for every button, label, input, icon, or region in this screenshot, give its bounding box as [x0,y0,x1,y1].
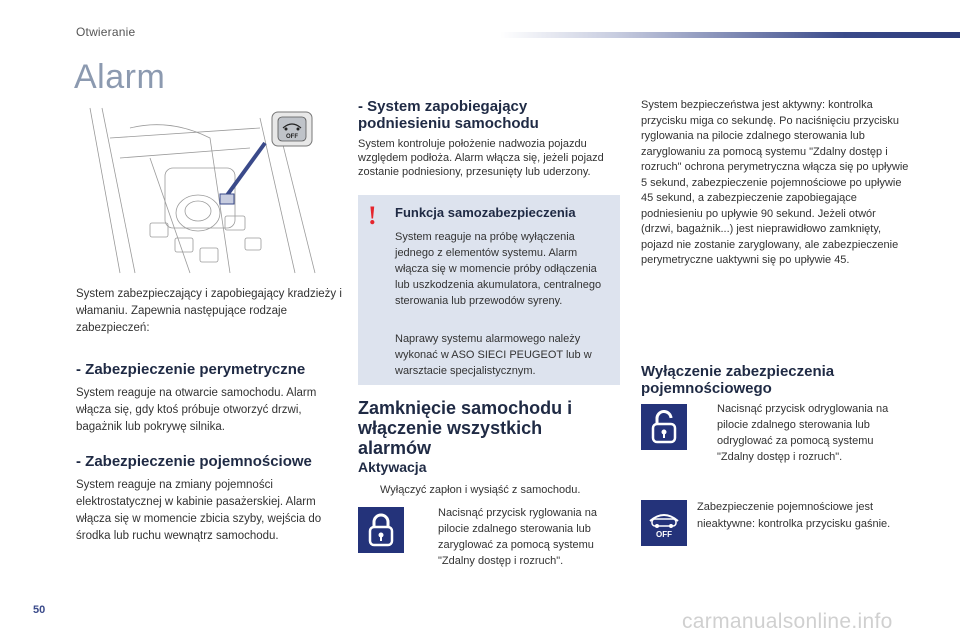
unlock-icon [650,410,678,444]
step-text: Wyłączyć zapłon i wysiąść z samochodu. [380,484,581,496]
active-text: System bezpieczeństwa jest aktywny: kontrolka przycisku miga co sekundę. Po naciśnięciu przycisku ryglowania na pilocie zdalnego sterowania lub zaryglowaniu za pomocą systemu "Zdalny dostęp i rozruch" ochrona perymetryczna włącza się po upływie 5 sekund, zabezpieczenie pojemnościowe po upływie 45 sekund, a zabezpieczenie zapobiegające podniesieniu po upływie 90 sekund. Jeżeli otwór (drzwi, bagażnik...) jest nieprawidłowo zamknięty, pojazd nie zostanie zaryglowany, ale zabezpieczenie perymetryczne uaktywni się po upływie 45. [641,99,909,266]
lock-heading: Zamknięcie samochodu i włączenie wszystkich alarmów [358,398,573,458]
warning-title: Funkcja samozabezpieczenia [395,205,576,220]
lock-icon [367,513,395,547]
activation-heading: Aktywacja [358,459,427,475]
step-unlock [701,401,911,465]
warning-text-2: Naprawy systemu alarmowego należy wykonać w ASO SIECI PEUGEOT lub w warsztacie specjalistycznym. [395,333,592,377]
svg-text:OFF: OFF [286,134,298,140]
inactive-text: Zabezpieczenie pojemnościowe jest nieaktywne: kontrolka przycisku gaśnie. [697,501,891,530]
console-illustration [80,98,330,278]
volumetric-text: System reaguje na zmiany pojemności elektrostatycznej w kabinie pasażerskiej. Alarm włącza się w momencie zbicia szyby, wejścia do środka lub ruchu wewnątrz samochodu. [76,479,322,542]
svg-text:OFF: OFF [656,530,672,539]
step-lock [422,505,622,569]
lock-button-icon [358,507,404,553]
bullet-icon [422,505,438,569]
perimeter-text: System reaguje na otwarcie samochodu. Alarm włącza się, gdy ktoś próbuje otworzyć drzwi, bagażnik lub pokrywę silnika. [76,387,317,433]
tilt-text: System kontroluje położenie nadwozia pojazdu względem podłoża. Alarm włącza się, jeżeli pojazd zostanie podniesiony, przesunięty lub uderzony. [358,138,604,178]
step-text: Nacisnąć przycisk odryglowania na pilocie zdalnego sterowania lub odryglować za pomocą systemu "Zdalny dostęp i rozruch". [717,403,889,463]
tilt-heading: - System zapobiegający podniesieniu samochodu [358,98,539,132]
bullet-icon [364,483,380,498]
step-ignition-off [364,483,624,498]
header-bar [500,32,960,38]
alarm-off-button-icon [641,500,687,546]
bullet-icon [701,401,717,465]
section-label: Otwieranie [76,25,136,39]
warning-icon: ! [368,201,377,230]
disable-heading: Wyłączenie zabezpieczenia pojemnościowego [641,363,835,397]
step-text: Nacisnąć przycisk ryglowania na pilocie zdalnego sterowania lub zaryglować za pomocą systemu "Zdalny dostęp i rozruch". [438,507,597,567]
page-title: Alarm [74,58,166,96]
watermark: carmanualsonline.info [682,610,893,633]
warning-text-1: System reaguje na próbę wyłączenia jednego z elementów systemu. Alarm włącza się w momencie próby odłączenia lub uszkodzenia akumulatora, centralnego sterowania lub przewodów syreny. [395,231,602,307]
page-number: 50 [33,604,46,616]
volumetric-heading: - Zabezpieczenie pojemnościowe [76,453,312,470]
alarm-off-icon [644,507,684,539]
perimeter-heading: - Zabezpieczenie perymetryczne [76,361,306,378]
unlock-button-icon [641,404,687,450]
intro-text: System zabezpieczający i zapobiegający kradzieży i włamaniu. Zapewnia następujące rodzaje zabezpieczeń: [76,288,342,334]
warning-box [358,195,620,385]
